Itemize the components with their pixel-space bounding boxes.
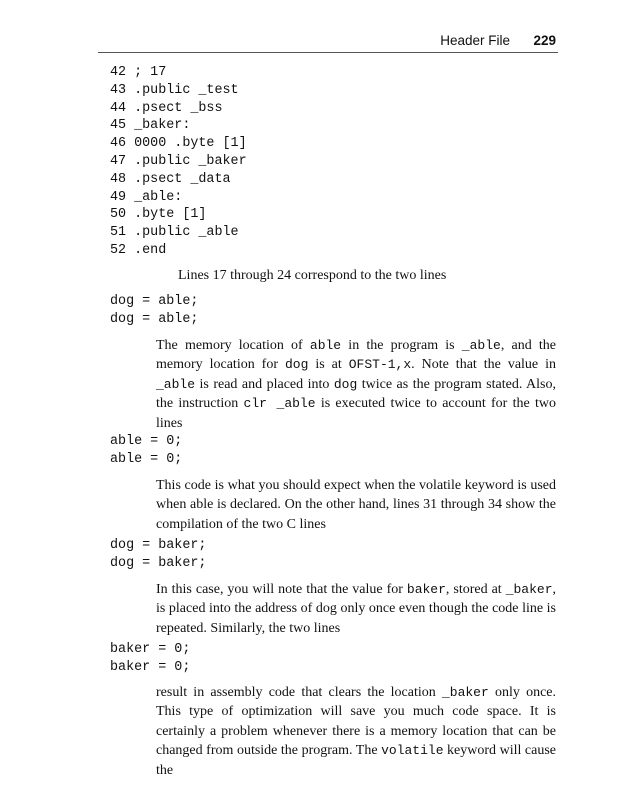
code-baker-zero (110, 641, 190, 677)
code-able-zero (110, 433, 182, 469)
code-line: baker = 0; (110, 659, 191, 675)
listing-line: 49 _able: (110, 189, 183, 205)
assembly-listing (110, 64, 247, 260)
paragraph-baker-once: In this case, you will note that the value for baker, stored at _baker, is placed into the address of dog only once even though the code line is repeated. Similarly, the two lines (156, 582, 556, 636)
paragraph-optimization: result in assembly code that clears the location _baker only once. This type of optimization will save you much code space. It is certainly a problem whenever there is a memory location that can be changed from outside the program. The volatile keyword will cause the (156, 685, 556, 778)
listing-line: 48 .psect _data (110, 171, 231, 187)
listing-line: 45 _baker: (110, 118, 191, 134)
running-header (0, 32, 620, 52)
lead-in-text: Lines 17 through 24 correspond to the two lines (178, 268, 447, 283)
code-dog-able (110, 293, 198, 329)
listing-line: 51 .public _able (110, 225, 239, 241)
code-line: dog = baker; (110, 538, 207, 553)
code-dog-baker (110, 537, 206, 573)
code-line: baker = 0; (110, 642, 191, 657)
paragraph-volatile-expectation: This code is what you should expect when the volatile keyword is used when able is declared. On the other hand, lines 31 through 34 show the compilation of the two C lines (156, 478, 556, 532)
listing-line: 43 .public _test (110, 82, 239, 98)
code-line: able = 0; (110, 434, 183, 449)
page-number: 229 (533, 33, 556, 48)
listing-line: 47 .public _baker (110, 153, 247, 169)
code-line: dog = able; (110, 294, 199, 309)
code-line: dog = baker; (110, 555, 207, 571)
code-line: able = 0; (110, 451, 183, 467)
listing-line: 42 ; 17 (110, 65, 167, 80)
listing-line: 52 .end (110, 242, 167, 258)
header-divider (98, 52, 558, 53)
listing-line: 44 .psect _bss (110, 100, 223, 116)
listing-line: 46 0000 .byte [1] (110, 136, 247, 152)
paragraph-able-location: The memory location of able in the program is _able, and the memory location for dog is at OFST-1,x. Note that the value in _able is read and placed into dog twice as the program stated. Also, the instruction clr _able is executed twice to account for the two lines (156, 338, 557, 431)
header-title: Header File (440, 33, 510, 48)
listing-line: 50 .byte [1] (110, 207, 207, 223)
code-line: dog = able; (110, 311, 199, 327)
